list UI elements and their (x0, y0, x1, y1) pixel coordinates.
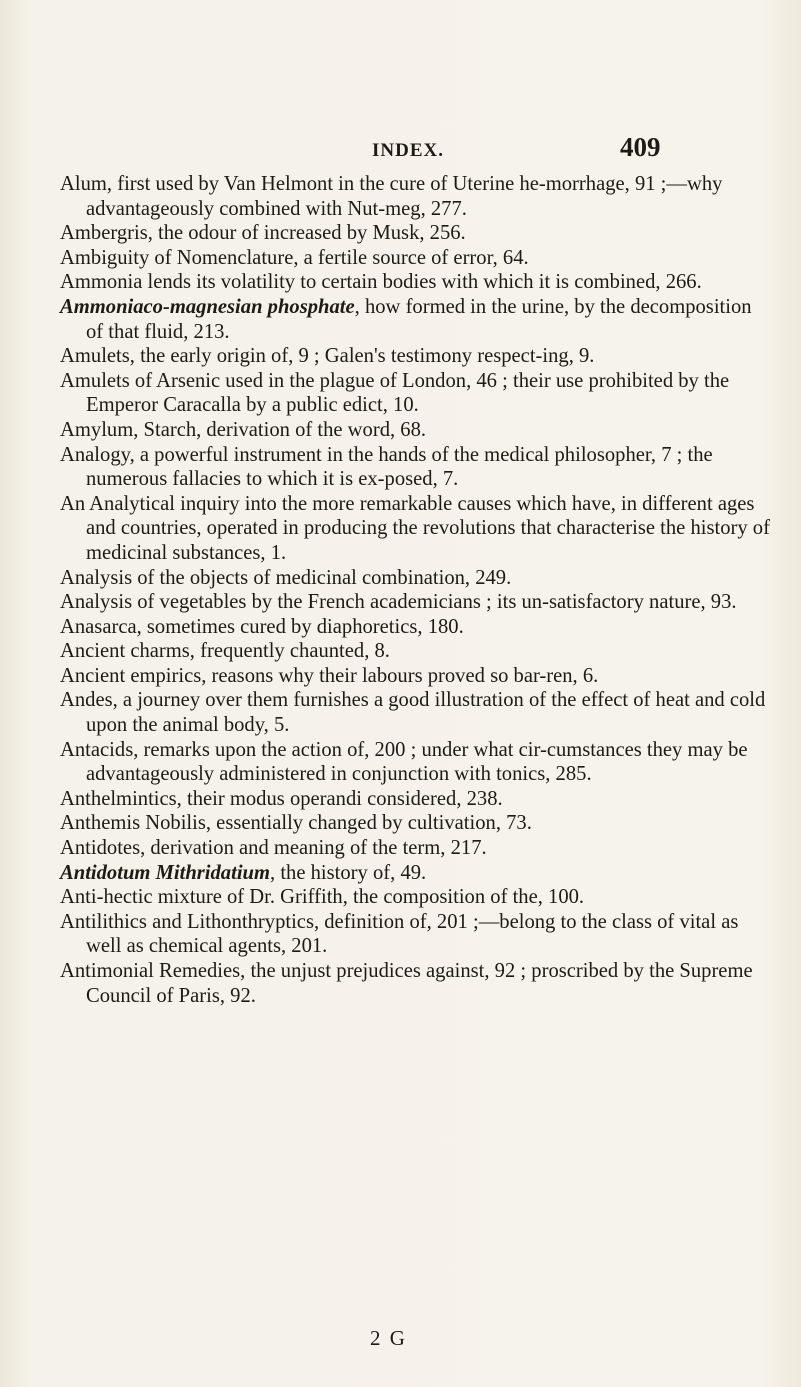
page-number: 409 (620, 132, 661, 162)
index-entry (60, 172, 770, 221)
index-entry (60, 369, 770, 418)
entry-text: Amulets of Arsenic used in the plague of London, 46 ; their use prohibited by the Emperor Caracalla by a public edict, 10. (60, 369, 730, 417)
entry-text: Anasarca, sometimes cured by diaphoretics, 180. (60, 615, 464, 638)
entry-text: , the history of, 49. (270, 861, 427, 884)
index-entries (60, 172, 770, 1008)
index-entry (60, 615, 770, 640)
index-entry (60, 344, 770, 369)
entry-text: Antidotes, derivation and meaning of the term, 217. (60, 837, 487, 860)
signature-mark: 2 G (370, 1326, 407, 1350)
entry-text: Alum, first used by Van Helmont in the cure of Uterine he-morrhage, 91 ;—why advantageously combined with Nut-meg, 277. (60, 173, 723, 220)
index-entry (60, 418, 770, 443)
entry-text: , how formed in the urine, by the decomposition of that fluid, 213. (86, 295, 752, 343)
entry-text: Ancient charms, frequently chaunted, 8. (60, 640, 390, 663)
index-entry (60, 221, 770, 246)
index-entry (60, 861, 770, 886)
entry-text: Amulets, the early origin of, 9 ; Galen's testimony respect-ing, 9. (60, 345, 595, 368)
running-title: INDEX. (372, 140, 444, 161)
entry-text: Ambiguity of Nomenclature, a fertile source of error, 64. (60, 246, 529, 269)
index-entry (60, 295, 770, 344)
entry-text: Analysis of the objects of medicinal combination, 249. (60, 566, 512, 589)
index-entry (60, 836, 770, 861)
index-entry (60, 270, 770, 295)
entry-italic-term: Ammoniaco-magnesian phosphate (60, 295, 355, 318)
entry-text: An Analytical inquiry into the more remarkable causes which have, in different ages and countries, operated in producing the revolutions that characterise the history of medicinal substances, 1. (60, 492, 770, 564)
entry-text: Antacids, remarks upon the action of, 200 ; under what cir-cumstances they may be advantageously administered in conjunction with tonics, 285. (60, 738, 748, 786)
entry-text: Amylum, Starch, derivation of the word, 68. (60, 418, 427, 441)
page-header (0, 130, 801, 170)
entry-text: Anthelmintics, their modus operandi considered, 238. (60, 787, 503, 810)
index-entry (60, 885, 770, 910)
entry-italic-term: Antidotum Mithridatium (60, 861, 271, 884)
index-entry (60, 910, 770, 959)
index-entry (60, 811, 770, 836)
entry-text: Ambergris, the odour of increased by Musk, 256. (60, 222, 466, 245)
entry-text: Antilithics and Lithonthryptics, definition of, 201 ;—belong to the class of vital as well as chemical agents, 201. (60, 910, 739, 958)
entry-text: Ancient empirics, reasons why their labours proved so bar-ren, 6. (60, 664, 599, 687)
entry-text: Antimonial Remedies, the unjust prejudices against, 92 ; proscribed by the Supreme Council of Paris, 92. (60, 960, 753, 1007)
entry-text: Analysis of vegetables by the French academicians ; its un-satisfactory nature, 93. (60, 591, 737, 614)
entry-text: Anti-hectic mixture of Dr. Griffith, the composition of the, 100. (60, 886, 585, 909)
index-entry (60, 738, 770, 787)
index-entry (60, 664, 770, 689)
entry-text: Analogy, a powerful instrument in the hands of the medical philosopher, 7 ; the numerous fallacies to which it is ex-posed, 7. (60, 443, 713, 491)
index-entry (60, 688, 770, 737)
index-entry (60, 443, 770, 492)
entry-text: Andes, a journey over them furnishes a good illustration of the effect of heat and cold upon the animal body, 5. (60, 689, 766, 737)
index-entry (60, 590, 770, 615)
index-entry (60, 787, 770, 812)
entry-text: Ammonia lends its volatility to certain bodies with which it is combined, 266. (60, 271, 702, 294)
index-entry (60, 639, 770, 664)
index-entry (60, 959, 770, 1008)
index-entry (60, 246, 770, 271)
index-entry (60, 566, 770, 591)
index-entry (60, 492, 770, 566)
entry-text: Anthemis Nobilis, essentially changed by cultivation, 73. (60, 812, 532, 835)
